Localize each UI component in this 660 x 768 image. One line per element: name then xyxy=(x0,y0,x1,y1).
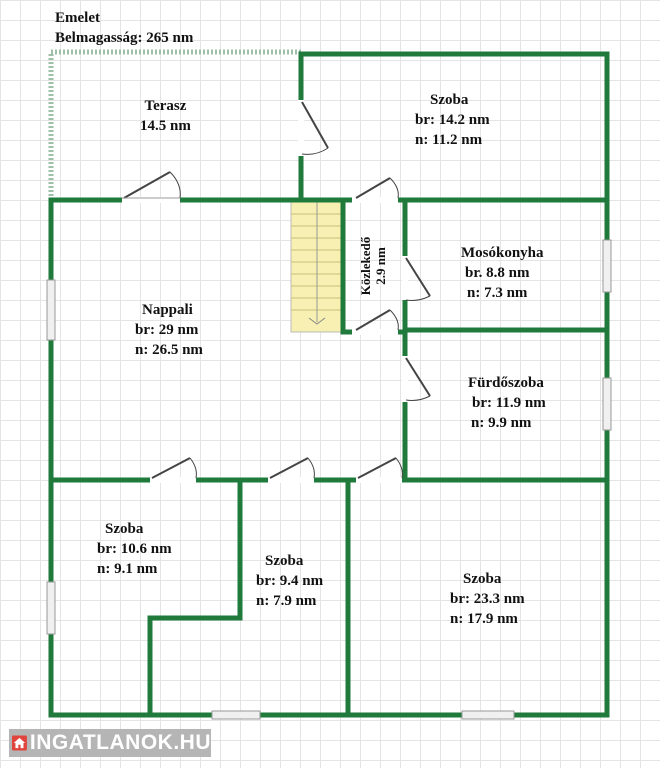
room-net-area: n: 17.9 nm xyxy=(450,611,518,627)
room-area: 14.5 nm xyxy=(140,118,191,134)
room-net-area: n: 9.1 nm xyxy=(97,561,158,577)
room-label-furdoszoba xyxy=(468,373,546,433)
door-szoba-top xyxy=(298,100,328,156)
room-net-area: n: 26.5 nm xyxy=(135,342,203,358)
house-icon xyxy=(12,730,27,756)
room-label-szoba-top xyxy=(415,90,490,150)
room-area: 2.9 nm xyxy=(373,247,388,285)
room-gross-area: br: 9.4 nm xyxy=(256,573,324,589)
room-label-terasz xyxy=(140,96,191,136)
room-name: Szoba xyxy=(430,92,469,108)
room-label-mosokonyha xyxy=(461,243,544,303)
room-net-area: n: 7.9 nm xyxy=(256,593,317,609)
room-name: Szoba xyxy=(105,521,144,537)
room-name: Közlekedő xyxy=(358,236,373,296)
room-gross-area: br: 11.9 nm xyxy=(472,395,546,411)
room-name: Terasz xyxy=(144,98,187,114)
door-terrace xyxy=(122,172,180,203)
room-gross-area: br: 23.3 nm xyxy=(450,591,525,607)
room-label-szoba-br xyxy=(450,569,525,629)
room-label-nappali xyxy=(135,300,203,360)
door-mosokonyha xyxy=(402,256,430,301)
room-gross-area: br: 14.2 nm xyxy=(415,112,490,128)
ceiling-height-label: Belmagasság: 265 nm xyxy=(55,30,194,46)
floor-label: Emelet xyxy=(55,10,100,26)
watermark-logo xyxy=(9,729,211,757)
door-szoba-br xyxy=(356,458,402,483)
room-label-kozlekedo xyxy=(358,226,388,306)
room-label-szoba-bl xyxy=(97,519,172,579)
door-kozlekedo-top xyxy=(352,178,398,203)
staircase xyxy=(291,202,343,332)
room-name: Szoba xyxy=(265,553,304,569)
room-net-area: n: 9.9 nm xyxy=(471,415,532,431)
room-gross-area: br: 29 nm xyxy=(135,322,199,338)
door-szoba-bl xyxy=(150,458,196,483)
room-net-area: n: 7.3 nm xyxy=(467,285,528,301)
room-label-szoba-bm xyxy=(256,551,323,611)
room-gross-area: br: 10.6 nm xyxy=(97,541,172,557)
door-furdoszoba xyxy=(402,356,430,402)
watermark-text: INGATLANOK.HU xyxy=(29,731,211,754)
room-name: Nappali xyxy=(142,302,193,318)
door-szoba-bm xyxy=(268,458,314,483)
room-gross-area: br. 8.8 nm xyxy=(465,265,530,281)
room-name: Szoba xyxy=(463,571,502,587)
room-name: Mosókonyha xyxy=(461,245,544,261)
door-kozlekedo-bottom xyxy=(352,310,398,335)
room-name: Fürdőszoba xyxy=(468,375,544,391)
room-net-area: n: 11.2 nm xyxy=(415,132,483,148)
